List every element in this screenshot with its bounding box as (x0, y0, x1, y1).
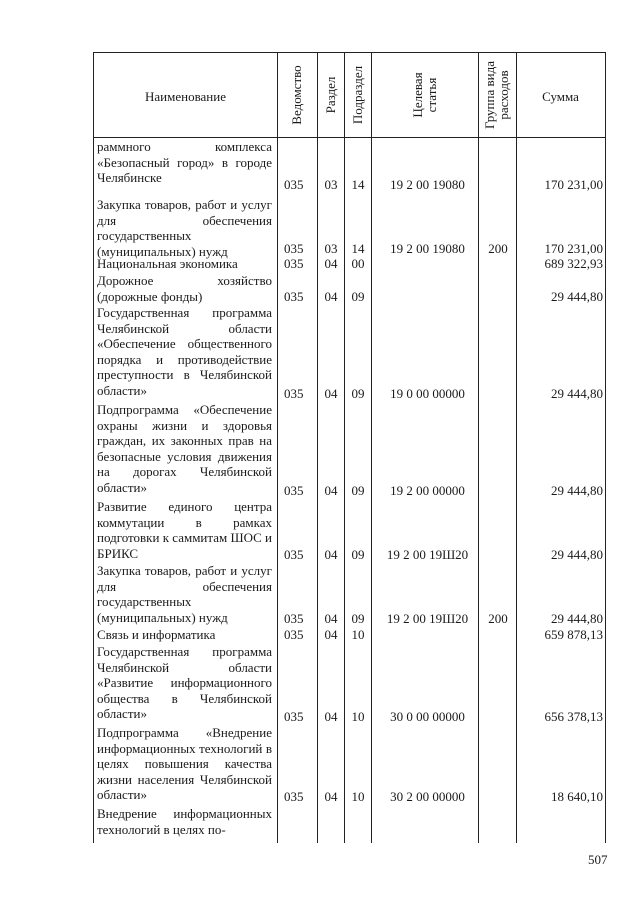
row-razdel: 04 (324, 256, 338, 271)
header-razdel-cell (317, 53, 344, 137)
row-summa: 29 444,80 (551, 547, 603, 562)
header-podrazdel: Подраздел (349, 65, 365, 125)
row-podrazdel: 09 (351, 611, 365, 626)
header-gruppa-line1: Группа вида (482, 61, 497, 129)
row-razdel: 03 (324, 241, 338, 256)
row-summa: 656 378,13 (544, 709, 603, 724)
row-celevaya: 19 0 00 00000 (390, 386, 465, 401)
row-podrazdel: 09 (351, 289, 365, 304)
column-divider (371, 53, 372, 843)
row-vedomstvo: 035 (284, 177, 304, 192)
row-name: Внедрение информационных технологий в целях по- (97, 806, 272, 837)
row-podrazdel: 09 (351, 386, 365, 401)
row-vedomstvo: 035 (284, 789, 304, 804)
row-name: Закупка товаров, работ и услуг для обеспечения государственных (муниципальных) нужд (97, 563, 272, 625)
header-vedomstvo-cell (277, 53, 317, 137)
row-podrazdel: 09 (351, 547, 365, 562)
row-razdel: 04 (324, 627, 338, 642)
row-summa: 29 444,80 (551, 483, 603, 498)
row-podrazdel: 10 (351, 789, 365, 804)
row-summa: 170 231,00 (544, 241, 603, 256)
row-razdel: 03 (324, 177, 338, 192)
row-podrazdel: 14 (351, 177, 365, 192)
row-summa: 659 878,13 (544, 627, 603, 642)
header-gruppa-line2: расходов (496, 70, 511, 120)
row-razdel: 04 (324, 289, 338, 304)
header-podrazdel-cell (344, 53, 371, 137)
row-razdel: 04 (324, 611, 338, 626)
row-celevaya: 19 2 00 19Ш20 (386, 547, 469, 562)
column-divider (344, 53, 345, 843)
header-celevaya (411, 72, 439, 117)
header-celevaya-cell (371, 53, 478, 137)
row-razdel: 04 (324, 789, 338, 804)
row-summa: 689 322,93 (544, 256, 603, 271)
row-celevaya: 19 2 00 19Ш20 (386, 611, 469, 626)
column-divider (478, 53, 479, 843)
row-name: Подпрограмма «Внедрение информационных технологий в целях повышения качества жизни населения Челябинской области» (97, 725, 272, 802)
row-name: Государственная программа Челябинской области «Обеспечение общественного порядка и противодействие преступности в Челябинской области» (97, 305, 272, 398)
column-divider (516, 53, 517, 843)
row-gruppa: 200 (488, 241, 508, 256)
row-name: Подпрограмма «Обеспечение охраны жизни и здоровья граждан, их законных прав на безопасные условия движения на дорогах Челябинской области» (97, 402, 272, 495)
row-summa: 29 444,80 (551, 386, 603, 401)
row-razdel: 04 (324, 483, 338, 498)
row-name: Национальная экономика (97, 256, 238, 271)
row-podrazdel: 14 (351, 241, 365, 256)
row-vedomstvo: 035 (284, 547, 304, 562)
budget-table (93, 52, 606, 843)
row-vedomstvo: 035 (284, 241, 304, 256)
header-vedomstvo: Ведомство (289, 65, 304, 125)
row-razdel: 04 (324, 386, 338, 401)
row-gruppa: 200 (488, 611, 508, 626)
row-name: Развитие единого центра коммутации в рамках подготовки к саммитам ШОС и БРИКС (97, 499, 273, 561)
row-vedomstvo: 035 (284, 709, 304, 724)
column-divider (277, 53, 278, 843)
header-summa: Сумма (542, 89, 579, 104)
row-vedomstvo: 035 (284, 386, 304, 401)
row-celevaya: 30 2 00 00000 (390, 789, 465, 804)
row-name: Дорожное хозяйство (дорожные фонды) (97, 273, 272, 304)
header-gruppa-cell (478, 53, 516, 137)
row-summa: 18 640,10 (551, 789, 603, 804)
row-name: Закупка товаров, работ и услуг для обеспечения государственных (муниципальных) нужд (97, 197, 272, 259)
row-celevaya: 19 2 00 00000 (390, 483, 465, 498)
header-name: Наименование (145, 89, 226, 104)
row-name: Государственная программа Челябинской области «Развитие информационного общества в Челябинской области» (97, 644, 272, 721)
row-podrazdel: 10 (351, 627, 365, 642)
header-divider (94, 137, 605, 138)
header-celevaya-line2: статья (423, 77, 439, 113)
row-vedomstvo: 035 (284, 256, 304, 271)
page-number: 507 (588, 852, 608, 867)
row-razdel: 04 (324, 709, 338, 724)
row-razdel: 04 (324, 547, 338, 562)
row-name: раммного комплекса «Безопасный город» в городе Челябинске (97, 139, 272, 185)
row-vedomstvo: 035 (284, 483, 304, 498)
row-summa: 29 444,80 (551, 289, 603, 304)
row-podrazdel: 00 (351, 256, 365, 271)
row-vedomstvo: 035 (284, 289, 304, 304)
row-celevaya: 30 0 00 00000 (390, 709, 465, 724)
row-name: Связь и информатика (97, 627, 216, 642)
row-vedomstvo: 035 (284, 627, 304, 642)
row-celevaya: 19 2 00 19080 (390, 177, 465, 192)
column-divider (317, 53, 318, 843)
row-celevaya: 19 2 00 19080 (390, 241, 465, 256)
header-razdel: Раздел (322, 76, 338, 114)
row-podrazdel: 09 (351, 483, 365, 498)
row-summa: 170 231,00 (544, 177, 603, 192)
row-vedomstvo: 035 (284, 611, 304, 626)
header-celevaya-line1: Целевая (409, 72, 425, 118)
header-gruppa (483, 61, 511, 129)
row-summa: 29 444,80 (551, 611, 603, 626)
row-podrazdel: 10 (351, 709, 365, 724)
